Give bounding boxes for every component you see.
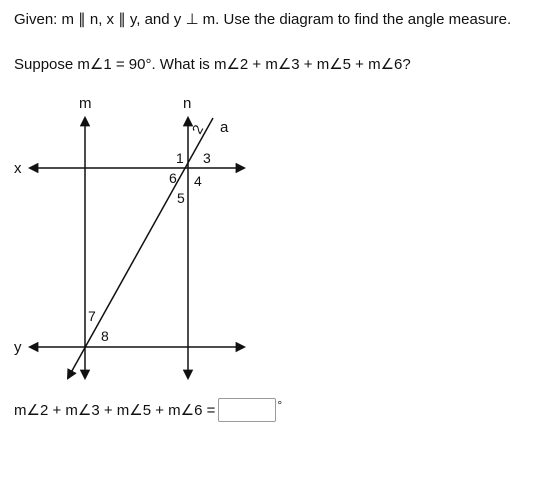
label-line-n: n (183, 95, 192, 112)
label-line-a: a (220, 119, 229, 136)
angle-label-8: 8 (101, 328, 109, 344)
question-statement: Suppose m∠1 = 90°. What is m∠2 + m∠3 + m∠5 + m∠6? (14, 56, 411, 73)
angle-label-7: 7 (88, 308, 96, 324)
line-a (68, 118, 213, 378)
angle-label-3: 3 (203, 150, 211, 166)
angle-label-4: 4 (194, 173, 202, 189)
label-line-x: x (14, 160, 22, 177)
angle-label-6: 6 (169, 170, 177, 186)
answer-input[interactable] (218, 398, 276, 422)
answer-prompt: m∠2 + m∠3 + m∠5 + m∠6 = (14, 402, 216, 419)
answer-row (14, 398, 282, 422)
angle-label-5: 5 (177, 190, 185, 206)
angle-label-2: 2 (188, 122, 207, 137)
given-statement: Given: m ∥ n, x ∥ y, and y ⊥ m. Use the diagram to find the angle measure. (14, 11, 512, 28)
label-line-m: m (79, 95, 92, 112)
angle-label-1: 1 (176, 150, 184, 166)
label-line-y: y (14, 339, 22, 356)
degree-symbol: ° (277, 398, 283, 412)
